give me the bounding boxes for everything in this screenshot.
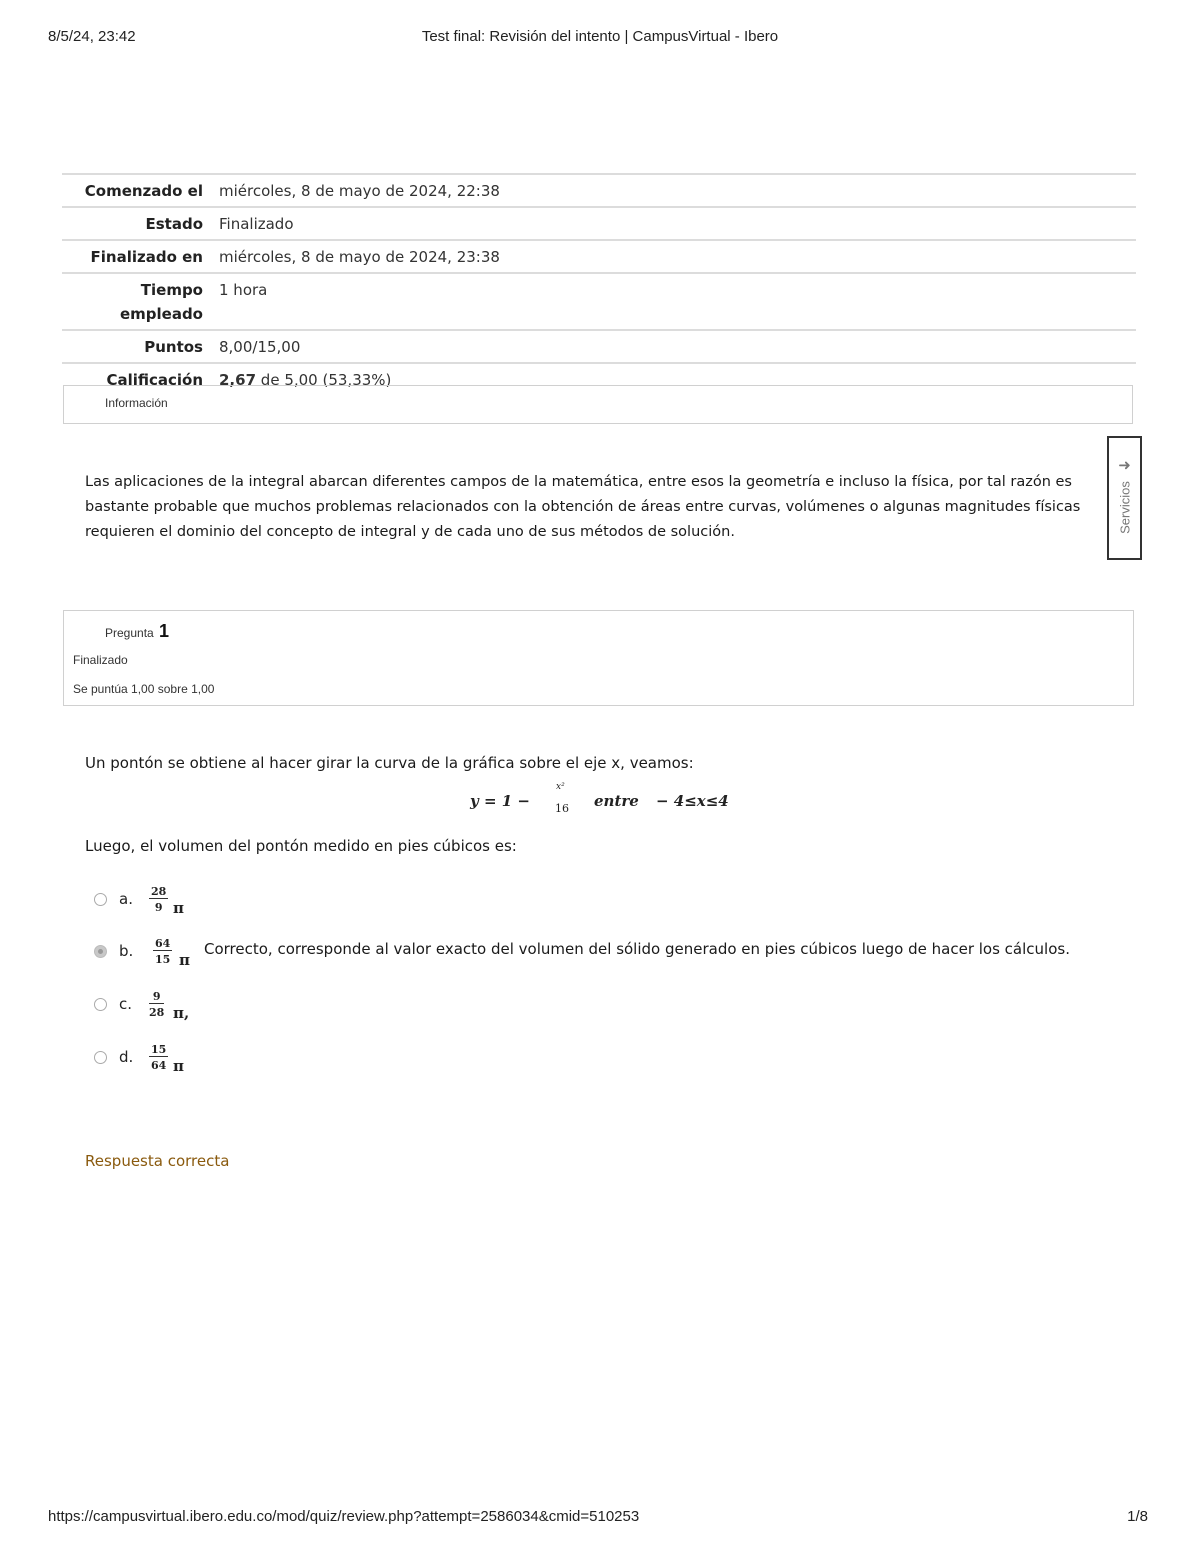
question-prompt: Luego, el volumen del pontón medido en pies cúbicos es: xyxy=(85,837,517,855)
summary-label: Puntos xyxy=(144,338,203,356)
attempt-summary-table xyxy=(62,173,1136,395)
pi-symbol: π xyxy=(179,951,190,969)
option-fraction xyxy=(149,885,168,914)
servicios-tab[interactable] xyxy=(1107,436,1142,560)
pi-symbol: π xyxy=(173,1057,184,1075)
answer-option-b[interactable] xyxy=(94,937,1094,985)
radio-button[interactable] xyxy=(94,1051,107,1064)
question-result: Respuesta correcta xyxy=(85,1152,230,1170)
option-letter: a. xyxy=(119,890,133,908)
question-info-box xyxy=(63,610,1134,706)
option-letter: c. xyxy=(119,995,133,1013)
fraction-denominator: 28 xyxy=(149,1006,165,1019)
summary-label: Calificación xyxy=(106,371,203,389)
question-number xyxy=(105,621,169,642)
question-text: Un pontón se obtiene al hacer girar la curva de la gráfica sobre el eje x, veamos: xyxy=(85,754,694,772)
summary-value: miércoles, 8 de mayo de 2024, 23:38 xyxy=(219,248,500,266)
print-header xyxy=(0,28,1200,48)
summary-value: Finalizado xyxy=(219,215,294,233)
option-letter: b. xyxy=(119,942,134,960)
formula-numerator: x² xyxy=(556,782,565,792)
fraction-denominator: 64 xyxy=(151,1059,167,1072)
answer-option-c[interactable] xyxy=(94,990,1094,1038)
question-number-value: 1 xyxy=(159,621,170,641)
formula-range: − 4≤x≤4 xyxy=(656,792,729,810)
summary-label: Finalizado en xyxy=(90,248,203,266)
fraction-numerator: 28 xyxy=(151,885,167,898)
option-fraction xyxy=(149,1043,168,1072)
grade-score: 2,67 xyxy=(219,371,257,389)
intro-text: Las aplicaciones de la integral abarcan diferentes campos de la matemática, entre esos la geometría e incluso la física, por tal razón es bastante probable que muchos problemas relacionados con la obtención de áreas entre curvas, volúmenes o algunas magnitudes físicas requieren el dominio del concepto de integral y de cada uno de sus métodos de solución. xyxy=(85,474,1081,540)
pi-symbol: π xyxy=(173,899,184,917)
fraction-numerator: 64 xyxy=(155,937,171,950)
summary-label: Comenzado el xyxy=(84,182,203,200)
fraction-denominator: 15 xyxy=(155,953,171,966)
print-page-title: Test final: Revisión del intento | CampusVirtual - Ibero xyxy=(421,28,779,45)
info-box-label: Información xyxy=(105,396,168,410)
fraction-numerator: 15 xyxy=(151,1043,167,1056)
question-state: Finalizado xyxy=(73,653,128,667)
summary-label-line1: Tiempo xyxy=(140,281,203,299)
radio-button[interactable] xyxy=(94,998,107,1011)
arrow-right-icon: ➜ xyxy=(1118,456,1131,474)
formula-lhs: y = 1 − xyxy=(470,792,530,810)
grade-out-of: de 5,00 (53,33%) xyxy=(260,371,392,389)
question-formula xyxy=(470,784,750,818)
summary-row-state xyxy=(62,208,1136,241)
info-box xyxy=(63,385,1133,424)
summary-value: 1 hora xyxy=(219,281,268,299)
summary-value: 8,00/15,00 xyxy=(219,338,301,356)
option-fraction xyxy=(149,990,164,1019)
option-letter: d. xyxy=(119,1048,134,1066)
question-grade: Se puntúa 1,00 sobre 1,00 xyxy=(73,682,215,696)
summary-label xyxy=(62,278,219,326)
question-prefix: Pregunta xyxy=(105,626,154,640)
summary-row-time xyxy=(62,274,1136,331)
formula-between: entre xyxy=(594,792,639,810)
summary-label-line2: empleado xyxy=(119,305,203,323)
summary-row-points xyxy=(62,331,1136,364)
summary-label: Estado xyxy=(145,215,203,233)
print-page-number: 1/8 xyxy=(1127,1508,1148,1525)
summary-row-started xyxy=(62,175,1136,208)
option-feedback: Correcto, corresponde al valor exacto del volumen del sólido generado en pies cúbicos luego de hacer los cálculos. xyxy=(204,940,1070,958)
print-datetime: 8/5/24, 23:42 xyxy=(48,28,136,45)
formula-denominator: 16 xyxy=(555,802,569,815)
print-footer xyxy=(0,1508,1200,1528)
fraction-numerator: 9 xyxy=(149,990,164,1004)
fraction-denominator: 9 xyxy=(154,901,163,914)
summary-value: miércoles, 8 de mayo de 2024, 22:38 xyxy=(219,182,500,200)
option-fraction xyxy=(153,937,172,966)
radio-button[interactable] xyxy=(94,893,107,906)
print-url: https://campusvirtual.ibero.edu.co/mod/quiz/review.php?attempt=2586034&cmid=510253 xyxy=(48,1508,640,1525)
pi-symbol: π, xyxy=(173,1004,190,1022)
servicios-label: Servicios xyxy=(1117,481,1133,534)
answer-option-d[interactable] xyxy=(94,1043,1094,1091)
summary-row-finished xyxy=(62,241,1136,274)
answer-option-a[interactable] xyxy=(94,885,1094,933)
radio-button-selected[interactable] xyxy=(94,945,107,958)
